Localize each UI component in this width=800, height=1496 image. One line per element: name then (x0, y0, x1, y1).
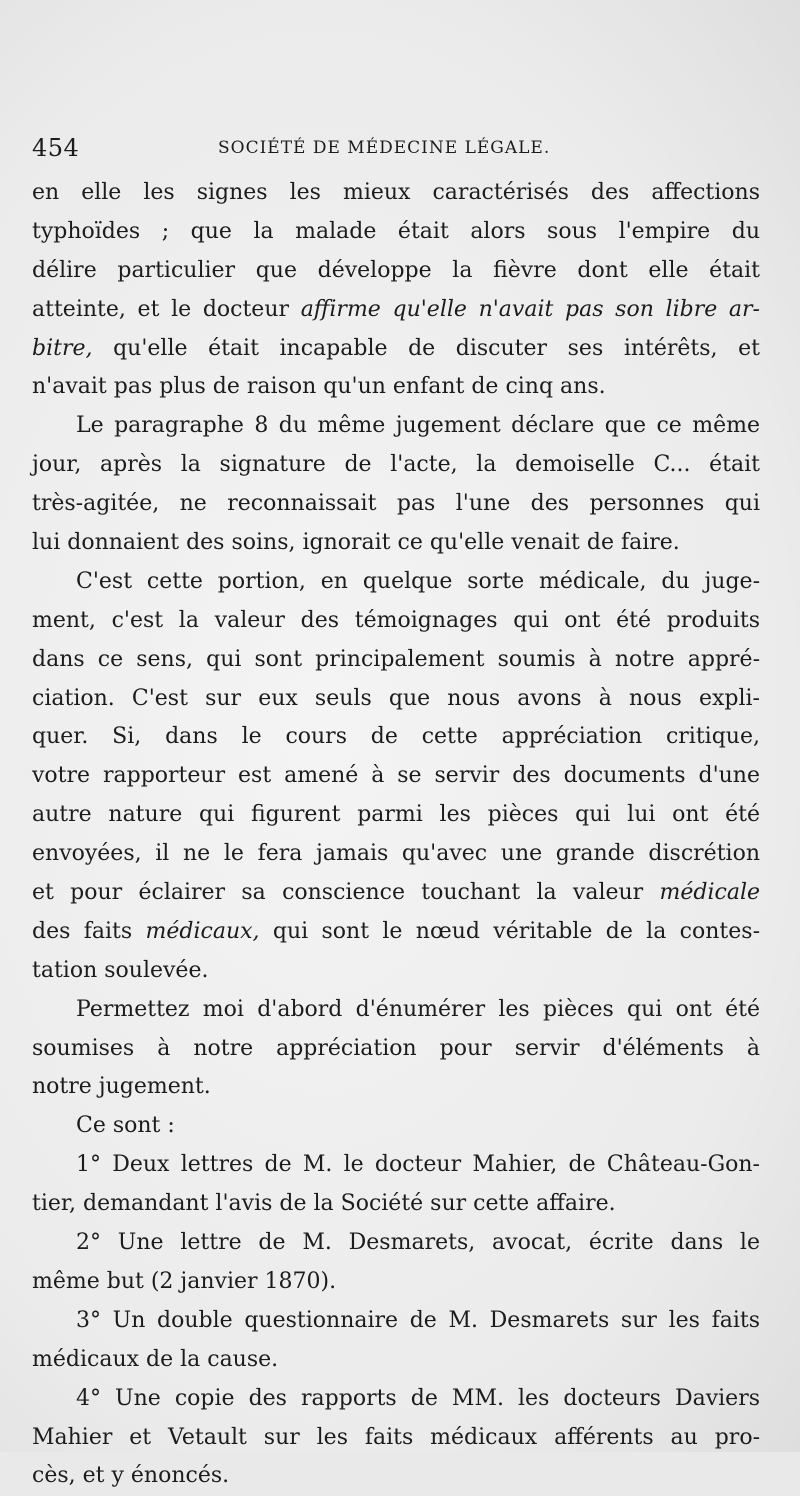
text-line (32, 952, 760, 991)
page-number: 454 (32, 134, 80, 162)
text-run: notre jugement. (32, 1074, 211, 1100)
text-run: 4° Une copie des rapports de MM. les docteurs Daviers (76, 1385, 760, 1411)
text-line (32, 252, 760, 291)
italic-run: médicaux, (145, 918, 260, 944)
text-run: Permettez moi d'abord d'énumérer les pièces qui ont été (76, 996, 760, 1022)
text-line (32, 1263, 760, 1302)
text-run: 2° Une lettre de M. Desmarets, avocat, écrite dans le (76, 1230, 760, 1256)
text-run: Ce sont : (76, 1113, 175, 1139)
text-run: Mahier et Vetault sur les faits médicaux afférents au pro- (32, 1424, 760, 1450)
text-line (32, 1107, 760, 1146)
text-run: votre rapporteur est amené à se servir des documents d'une (32, 763, 760, 789)
text-line (32, 213, 760, 252)
text-run: autre nature qui figurent parmi les pièces qui lui ont été (32, 802, 760, 828)
text-run: jour, après la signature de l'acte, la demoiselle C... était (32, 452, 760, 478)
text-run: C'est cette portion, en quelque sorte médicale, du juge- (76, 568, 760, 594)
text-run: lui donnaient des soins, ignorait ce qu'elle venait de faire. (32, 530, 680, 556)
text-run: 1° Deux lettres de M. le docteur Mahier, de Château-Gon- (76, 1152, 760, 1178)
text-run: 3° Un double questionnaire de M. Desmarets sur les faits (76, 1307, 760, 1333)
text-run: quer. Si, dans le cours de cette appréciation critique, (32, 724, 760, 750)
text-line (32, 1380, 760, 1419)
text-run: dans ce sens, qui sont principalement soumis à notre appré- (32, 646, 760, 672)
text-run: Le paragraphe 8 du même jugement déclare que ce même (76, 413, 760, 439)
text-run: des faits (32, 918, 146, 944)
text-run: ment, c'est la valeur des témoignages qui ont été produits (32, 607, 760, 633)
text-line (32, 485, 760, 524)
text-line (32, 330, 760, 369)
text-run: qui sont le nœud véritable de la contes- (259, 918, 760, 944)
italic-run: médicale (659, 880, 760, 906)
text-run: délire particulier que développe la fièvre dont elle était (32, 257, 760, 283)
text-run: n'avait pas plus de raison qu'un enfant de cinq ans. (32, 374, 606, 400)
text-run: cès, et y énoncés. (32, 1463, 230, 1489)
text-run: typhoïdes ; que la malade était alors sous l'empire du (32, 218, 760, 244)
text-line (32, 291, 760, 330)
text-line (32, 1341, 760, 1380)
text-line (32, 757, 760, 796)
text-line (32, 446, 760, 485)
text-line (32, 602, 760, 641)
text-line (32, 991, 760, 1030)
text-line (32, 680, 760, 719)
italic-run: bitre, (32, 335, 93, 361)
text-run: tier, demandant l'avis de la Société sur cette affaire. (32, 1191, 616, 1217)
text-run: même but (2 janvier 1870). (32, 1268, 337, 1294)
text-line (32, 174, 760, 213)
text-line (32, 1068, 760, 1107)
text-line (32, 1146, 760, 1185)
text-line (32, 407, 760, 446)
text-run: soumises à notre appréciation pour servir d'éléments à (32, 1035, 760, 1061)
text-run: médicaux de la cause. (32, 1346, 279, 1372)
text-line (32, 563, 760, 602)
running-head: SOCIÉTÉ DE MÉDECINE LÉGALE. (218, 138, 551, 158)
page-header (32, 134, 760, 164)
text-line (32, 368, 760, 407)
text-line (32, 1302, 760, 1341)
text-line (32, 1030, 760, 1069)
text-run: atteinte, et le docteur (32, 296, 301, 322)
text-line (32, 1224, 760, 1263)
text-line (32, 913, 760, 952)
text-line (32, 1185, 760, 1224)
text-line (32, 1457, 760, 1496)
body-text (32, 174, 760, 1496)
text-line (32, 641, 760, 680)
italic-run: affirme qu'elle n'avait pas son libre ar- (300, 296, 760, 322)
text-line (32, 796, 760, 835)
text-run: envoyées, il ne le fera jamais qu'avec une grande discrétion (32, 841, 760, 867)
text-run: qu'elle était incapable de discuter ses intérêts, et (92, 335, 760, 361)
text-run: très-agitée, ne reconnaissait pas l'une des personnes qui (32, 491, 760, 517)
text-run: tation soulevée. (32, 957, 209, 983)
text-line (32, 718, 760, 757)
text-run: ciation. C'est sur eux seuls que nous avons à nous expli- (32, 685, 760, 711)
text-line (32, 524, 760, 563)
text-line (32, 835, 760, 874)
text-run: en elle les signes les mieux caractérisés des affections (32, 180, 760, 205)
text-run: et pour éclairer sa conscience touchant la valeur (32, 880, 660, 906)
text-line (32, 874, 760, 913)
